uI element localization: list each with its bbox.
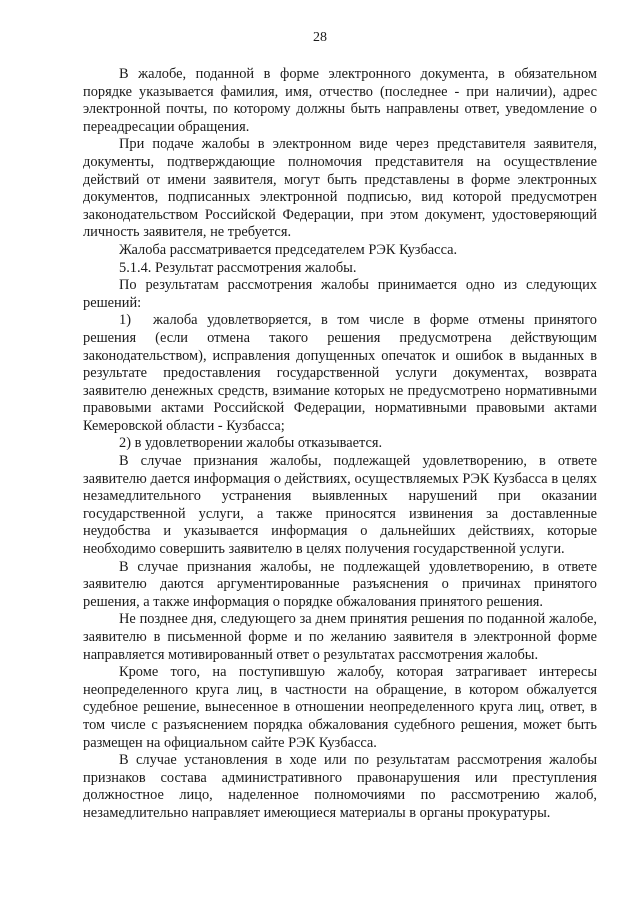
list-item: 2) в удовлетворении жалобы отказывается. [119, 435, 383, 452]
list-item-text: жалоба удовлетворяется, в том числе в форме отмены принятого решения (если отмена такого решения предусмотрена действующим законодательством), исправления допущенных опечаток и ошибок в выданных в результате предоставления государственной услуги документах, возврата заявителю денежных средств, взимание которых не предусмотрено нормативными правовыми актами Российской Федерации, нормативными правовыми актами Кемеровской области - Кузбасса; [83, 312, 597, 434]
page-number: 28 [313, 30, 327, 45]
paragraph: Жалоба рассматривается председателем РЭК Кузбасса. [119, 241, 458, 258]
list-item-number: 1) [119, 312, 131, 329]
paragraph: В жалобе, поданной в форме электронного документа, в обязательном порядке указывается фамилия, имя, отчество (последнее - при наличии), адрес электронной почты, по которому должны быть направлены ответ, уведомление о переадресации обращения. [83, 66, 597, 135]
list-item [83, 312, 597, 435]
document-body [83, 66, 597, 823]
paragraph: Кроме того, на поступившую жалобу, которая затрагивает интересы неопределенного круга лиц, в частности на обращение, в котором обжалуется судебное решение, вынесенное в отношении неопределенного круга лиц, ответ, в том числе с разъяснением порядка обжалования судебного решения, может быть размещен на официальном сайте РЭК Кузбасса. [83, 664, 597, 751]
paragraph: По результатам рассмотрения жалобы принимается одно из следующих решений: [83, 277, 597, 311]
paragraph: При подаче жалобы в электронном виде через представителя заявителя, документы, подтверждающие полномочия представителя на осуществление действий от имени заявителя, могут быть представлены в форме электронных документов, подписанных электронной подписью, вид которой предусмотрен законодательством Российской Федерации, при этом документ, удостоверяющий личность заявителя, не требуется. [83, 136, 597, 241]
section-heading: 5.1.4. Результат рассмотрения жалобы. [119, 259, 357, 276]
paragraph: В случае признания жалобы, не подлежащей удовлетворению, в ответе заявителю даются аргументированные разъяснения о причинах принятого решения, а также информация о порядке обжалования принятого решения. [83, 558, 597, 610]
paragraph: В случае установления в ходе или по результатам рассмотрения жалобы признаков состава административного правонарушения или преступления должностное лицо, наделенное полномочиями по рассмотрению жалоб, незамедлительно направляет имеющиеся материалы в органы прокуратуры. [83, 752, 597, 821]
paragraph: В случае признания жалобы, подлежащей удовлетворению, в ответе заявителю дается информация о действиях, осуществляемых РЭК Кузбасса в целях незамедлительного устранения выявленных нарушений при оказании государственной услуги, а также приносятся извинения за доставленные неудобства и указывается информация о дальнейших действиях, которые необходимо совершить заявителю в целях получения государственной услуги. [83, 453, 597, 558]
paragraph: Не позднее дня, следующего за днем принятия решения по поданной жалобе, заявителю в письменной форме и по желанию заявителя в электронной форме направляется мотивированный ответ о результатах рассмотрения жалобы. [83, 611, 597, 663]
